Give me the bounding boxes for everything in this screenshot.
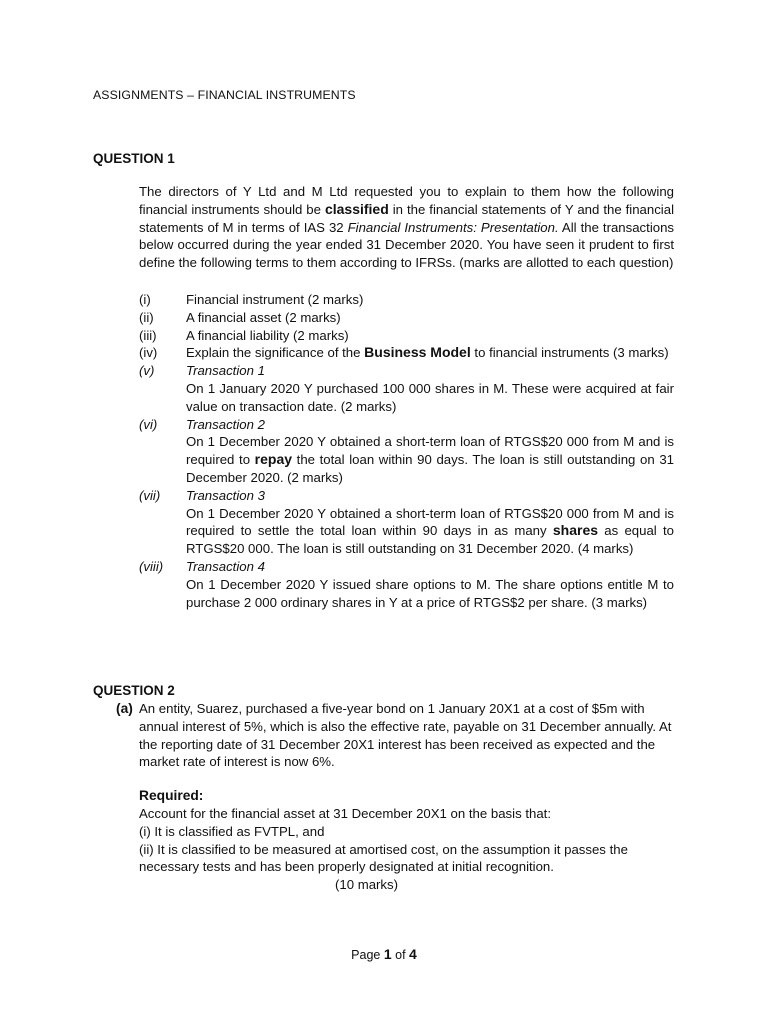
- list-item: (i) Financial instrument (2 marks): [139, 292, 364, 307]
- list-item: (ii) A financial asset (2 marks): [139, 309, 341, 325]
- page-footer: Page 1 of 4: [351, 946, 417, 962]
- page-total: 4: [409, 946, 417, 962]
- part-label: (a): [116, 701, 133, 716]
- question-2-text: An entity, Suarez, purchased a five-year bond on 1 January 20X1 at a cost of $5m with annual interest of 5%, which is also the effective rate, payable on 31 December annually. At the reporting date of 31 December 20X1 interest has been received as expected and the market rate of interest is now 6%.: [139, 701, 672, 770]
- list-item: (vi) Transaction 2 On 1 December 2020 Y obtained a short-term loan of RTGS$20 000 from M and is required to repay the total loan within 90 days. The loan is still outstanding on 31 December 2020. (2 marks): [139, 416, 674, 485]
- question-1-list: [139, 291, 674, 611]
- list-item: (viii) Transaction 4 On 1 December 2020 Y issued share options to M. The share options entitle M to purchase 2 000 ordinary shares in Y at a price of RTGS$2 per share. (3 marks): [139, 558, 674, 610]
- marks-allocation: (10 marks): [334, 877, 398, 893]
- question-2-part-a: [116, 700, 674, 894]
- question-1-intro: The directors of Y Ltd and M Ltd requested you to explain to them how the following financial instruments should be classified in the financial statements of Y and the financial statements of M in terms of IAS 32 Financial Instruments: Presentation. All the transactions below occurred during the year ended 31 December 2020. You have seen it prudent to first define the following terms to them according to IFRSs. (marks are allotted to each question): [139, 184, 675, 271]
- list-item: (vii) Transaction 3 On 1 December 2020 Y obtained a short-term loan of RTGS$20 000 from M and is required to settle the total loan within 90 days in as many shares as equal to RTGS$20 000. The loan is still outstanding on 31 December 2020. (4 marks): [139, 487, 674, 557]
- document-header: ASSIGNMENTS – FINANCIAL INSTRUMENTS: [93, 88, 356, 102]
- question-1-title: QUESTION 1: [93, 151, 175, 166]
- sub-item-i: (i) It is classified as FVTPL, and: [139, 823, 325, 839]
- list-item: (iii) A financial liability (2 marks): [139, 327, 349, 343]
- required-text: Account for the financial asset at 31 December 20X1 on the basis that:: [139, 805, 551, 821]
- page-number: 1: [383, 946, 392, 962]
- sub-item-ii: (ii) It is classified to be measured at amortised cost, on the assumption it passes the necessary tests and has been properly designated at initial recognition.: [139, 841, 628, 875]
- required-heading: Required:: [139, 788, 204, 804]
- question-2-title: QUESTION 2: [93, 683, 175, 698]
- list-item: (iv) Explain the significance of the Business Model to financial instruments (3 marks): [139, 344, 669, 361]
- list-item: (v) Transaction 1 On 1 January 2020 Y purchased 100 000 shares in M. These were acquired at fair value on transaction date. (2 marks): [139, 363, 674, 414]
